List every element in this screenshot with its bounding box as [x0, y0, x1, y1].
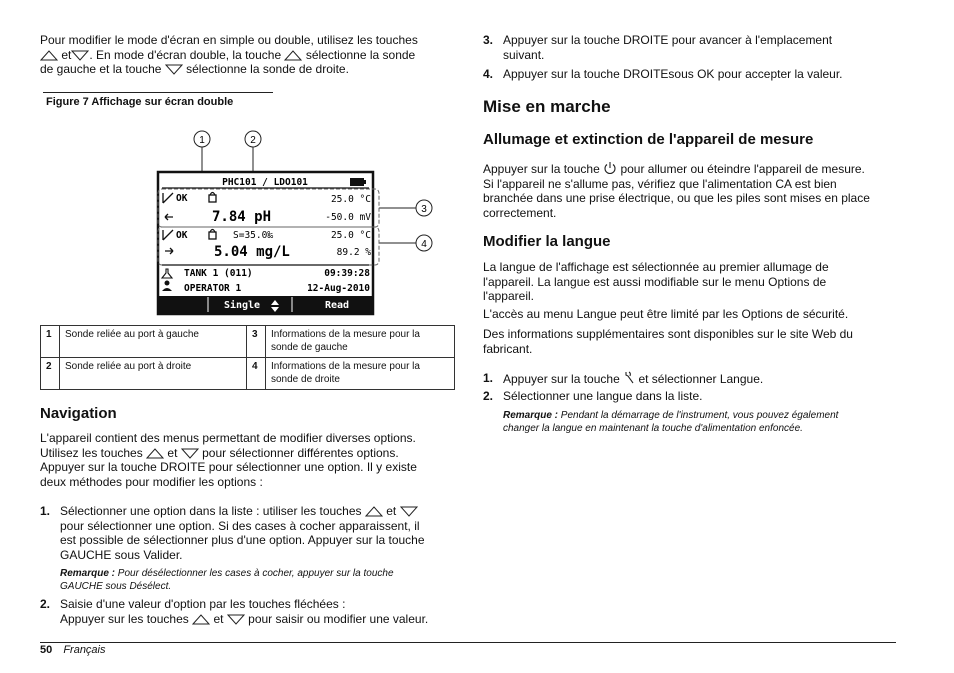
down-arrow-icon [400, 506, 418, 517]
wrench-icon [623, 371, 635, 385]
up-arrow-icon [146, 448, 164, 459]
svg-text:OK: OK [176, 193, 188, 204]
instrument-display-figure [100, 125, 440, 320]
power-paragraph: Appuyer sur la touche pour allumer ou éteindre l'appareil de mesure. Si l'appareil ne s'allume pas, vérifiez que l'alimentation CA est bien branchée dans une prise électrique, ou que les piles sont mises en place correctement. [483, 162, 870, 220]
down-arrow-icon [181, 448, 199, 459]
svg-text:-50.0 mV: -50.0 mV [325, 212, 371, 223]
navigation-step-1: 1. Sélectionner une option dans la liste : utiliser les touches et pour sélectionner une option. Si des cases à cocher apparaissent, il est possible de sélectionner plus d'une option. Appuyer sur la touche GAUCHE sous Valider. [40, 504, 425, 562]
footer-rule [40, 642, 896, 643]
svg-text:OK: OK [176, 230, 188, 241]
language-step-1: 1. Appuyer sur la touche et sélectionner Langue. [483, 371, 764, 386]
svg-text:7.84 pH: 7.84 pH [212, 209, 272, 225]
svg-text:12-Aug-2010: 12-Aug-2010 [307, 283, 370, 294]
softkey-read: Read [324, 300, 350, 311]
subheading-power: Allumage et extinction de l'appareil de mesure [483, 131, 814, 148]
section-heading-startup: Mise en marche [483, 97, 611, 116]
svg-text:3: 3 [421, 204, 427, 215]
navigation-note: Remarque : Pour désélectionner les cases à cocher, appuyer sur la touche GAUCHE sous Désélect. [60, 568, 394, 592]
svg-text:2: 2 [250, 135, 256, 146]
operator-icon [165, 281, 170, 286]
navigation-heading: Navigation [40, 405, 117, 422]
softkey-single: Single [223, 300, 261, 311]
step-4: 4. Appuyer sur la touche DROITEsous OK pour accepter la valeur. [483, 67, 843, 81]
down-arrow-icon [227, 614, 245, 625]
footer-language: Français [63, 644, 106, 656]
svg-text:OPERATOR 1: OPERATOR 1 [184, 283, 242, 294]
svg-text:1: 1 [199, 135, 205, 146]
up-arrow-icon [365, 506, 383, 517]
up-arrow-icon [284, 50, 302, 61]
navigation-paragraph: L'appareil contient des menus permettant de modifier diverses options. Utilisez les touches et pour sélectionner différentes options. Appuyer sur la touche DROITE pour sélectionner une option. Il y existe deux méthodes pour modifier les options : [40, 431, 417, 489]
language-step-2: 2. Sélectionner une langue dans la liste. [483, 389, 703, 403]
up-arrow-icon [192, 614, 210, 625]
down-arrow-icon [71, 50, 89, 61]
step-3: 3. Appuyer sur la touche DROITE pour avancer à l'emplacement suivant. [483, 33, 833, 62]
intro-paragraph: Pour modifier le mode d'écran en simple ou double, utilisez les touches et . En mode d'écran double, la touche sélectionne la sonde de gauche et la touche sélectionne la sonde de droite. [40, 33, 418, 76]
svg-text:25.0 °C: 25.0 °C [330, 194, 371, 205]
svg-text:5.04 mg/L: 5.04 mg/L [214, 244, 290, 260]
subheading-language: Modifier la langue [483, 233, 611, 250]
svg-text:89.2 %: 89.2 % [336, 247, 371, 258]
figure-caption: Figure 7 Affichage sur écran double [46, 96, 234, 108]
power-icon [603, 161, 617, 175]
svg-text:09:39:28: 09:39:28 [324, 268, 370, 279]
up-arrow-icon [40, 50, 58, 61]
figure-caption-rule [43, 92, 273, 93]
svg-text:25.0 °C: 25.0 °C [330, 230, 371, 241]
page-number: 50 [40, 644, 53, 656]
down-arrow-icon [165, 64, 183, 75]
navigation-step-2: 2. Saisie d'une valeur d'option par les touches fléchées : Appuyer sur les touches et pour saisir ou modifier une valeur. [40, 597, 429, 626]
language-paragraph-1: La langue de l'affichage est sélectionnée au premier allumage de l'appareil. La langue est aussi modifiable sur le menu Options de l'appareil. [483, 260, 829, 303]
screen-header: PHC101 / LDO101 [222, 177, 308, 188]
svg-text:TANK 1 (011): TANK 1 (011) [184, 268, 253, 279]
svg-text:4: 4 [421, 239, 427, 250]
language-paragraph-2: L'accès au menu Langue peut être limité par les Options de sécurité. [483, 307, 849, 321]
battery-icon [350, 178, 364, 186]
figure-legend-table: 1 Sonde reliée au port à gauche 3 Informations de la mesure pour la sonde de gauche 2 Sonde reliée au port à droite 4 Informations de la mesure pour la sonde de droite [40, 325, 455, 390]
page-footer [40, 644, 106, 656]
svg-text:S=35.0‰: S=35.0‰ [233, 230, 274, 241]
language-paragraph-3: Des informations supplémentaires sont disponibles sur le site Web du fabricant. [483, 327, 853, 356]
language-note: Remarque : Pendant la démarrage de l'instrument, vous pouvez également changer la langue en maintenant la touche d'alimentation enfoncée. [503, 410, 839, 434]
